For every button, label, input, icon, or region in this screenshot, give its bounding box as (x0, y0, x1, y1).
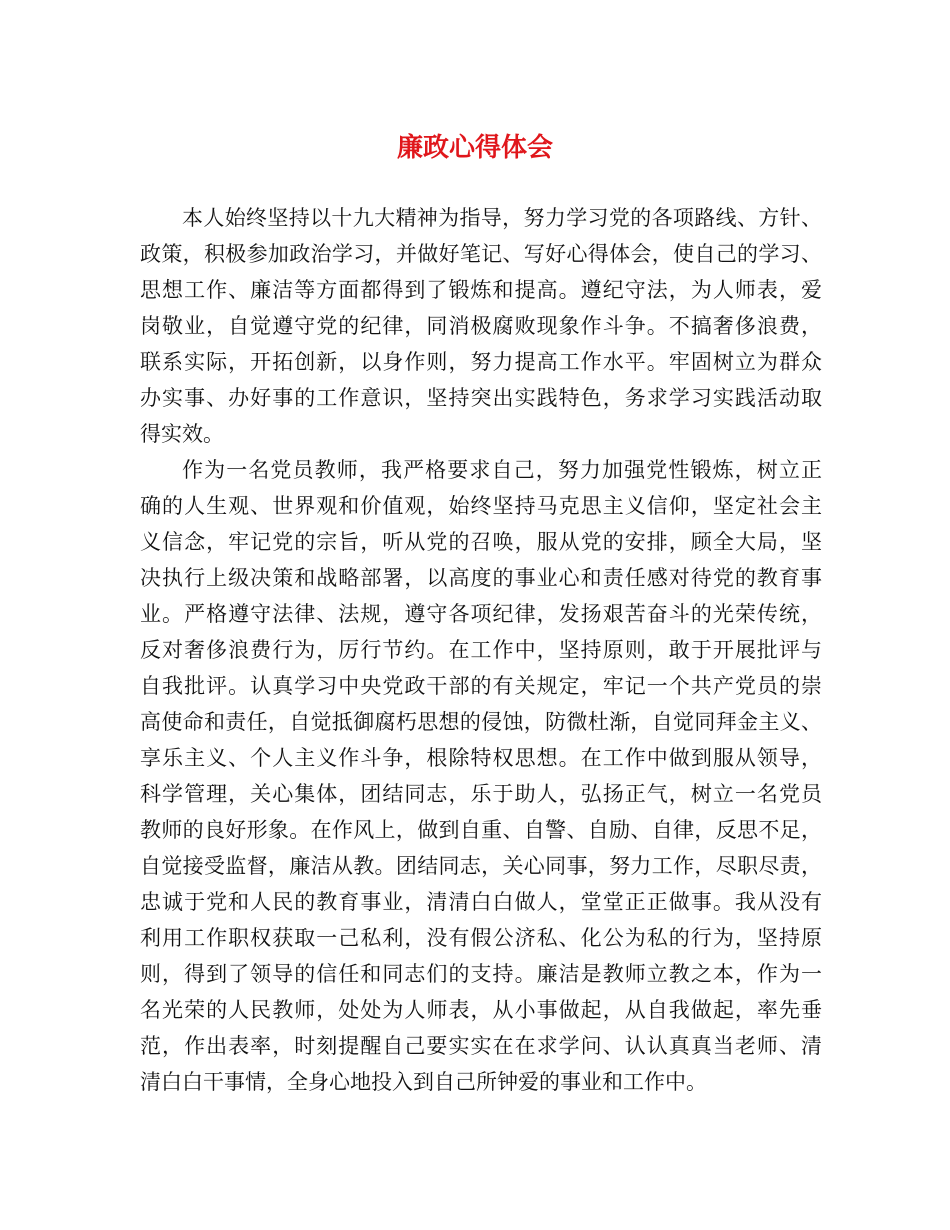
paragraph-1-line-5: 联系实际，开拓创新，以身作则，努力提高工作水平。牢固树立为群众 (140, 350, 822, 374)
paragraph-2-line-7: 自我批评。认真学习中央党政干部的有关规定，牢记一个共产党员的崇 (140, 674, 822, 698)
paragraph-2-line-4: 决执行上级决策和战略部署，以高度的事业心和责任感对待党的教育事 (140, 566, 822, 590)
paragraph-2-line-3: 义信念，牢记党的宗旨，听从党的召唤，服从党的安排，顾全大局，坚 (140, 530, 822, 554)
paragraph-1-line-7: 得实效。 (140, 422, 224, 446)
paragraph-1-line-1: 本人始终坚持以十九大精神为指导，努力学习党的各项路线、方针、 (182, 206, 822, 230)
paragraph-2-line-15: 则，得到了领导的信任和同志们的支持。廉洁是教师立教之本，作为一 (140, 962, 822, 986)
paragraph-2-line-14: 利用工作职权获取一己私利，没有假公济私、化公为私的行为，坚持原 (140, 926, 822, 950)
paragraph-2-line-12: 自觉接受监督，廉洁从教。团结同志，关心同事，努力工作，尽职尽责， (140, 854, 822, 878)
paragraph-2-line-1: 作为一名党员教师，我严格要求自己，努力加强党性锻炼，树立正 (182, 458, 822, 482)
paragraph-1-line-2: 政策，积极参加政治学习，并做好笔记、写好心得体会，使自己的学习、 (140, 242, 822, 266)
paragraph-2-line-17: 范，作出表率，时刻提醒自己要实实在在求学问、认认真真当老师、清 (140, 1034, 822, 1058)
paragraph-2-line-13: 忠诚于党和人民的教育事业，清清白白做人，堂堂正正做事。我从没有 (140, 890, 822, 914)
paragraph-2-line-11: 教师的良好形象。在作风上，做到自重、自警、自励、自律，反思不足， (140, 818, 822, 842)
paragraph-2-line-9: 享乐主义、个人主义作斗争，根除特权思想。在工作中做到服从领导， (140, 746, 822, 770)
paragraph-2-line-10: 科学管理，关心集体，团结同志，乐于助人，弘扬正气，树立一名党员 (140, 782, 822, 806)
paragraph-2-line-6: 反对奢侈浪费行为，厉行节约。在工作中，坚持原则，敢于开展批评与 (140, 638, 822, 662)
paragraph-1-line-6: 办实事、办好事的工作意识，坚持突出实践特色，务求学习实践活动取 (140, 386, 822, 410)
document-title: 廉政心得体会 (396, 133, 553, 163)
paragraph-1-line-3: 思想工作、廉洁等方面都得到了锻炼和提高。遵纪守法，为人师表，爱 (140, 278, 822, 302)
paragraph-2-line-5: 业。严格遵守法律、法规，遵守各项纪律，发扬艰苦奋斗的光荣传统， (140, 602, 822, 626)
paragraph-2-line-18: 清白白干事情，全身心地投入到自己所钟爱的事业和工作中。 (140, 1070, 707, 1094)
paragraph-2-line-2: 确的人生观、世界观和价值观，始终坚持马克思主义信仰，坚定社会主 (140, 494, 822, 518)
paragraph-2-line-16: 名光荣的人民教师，处处为人师表，从小事做起，从自我做起，率先垂 (140, 998, 822, 1022)
paragraph-1-line-4: 岗敬业，自觉遵守党的纪律，同消极腐败现象作斗争。不搞奢侈浪费， (140, 314, 822, 338)
document-body (140, 200, 822, 1100)
paragraph-2-line-8: 高使命和责任，自觉抵御腐朽思想的侵蚀，防微杜渐，自觉同拜金主义、 (140, 710, 822, 734)
